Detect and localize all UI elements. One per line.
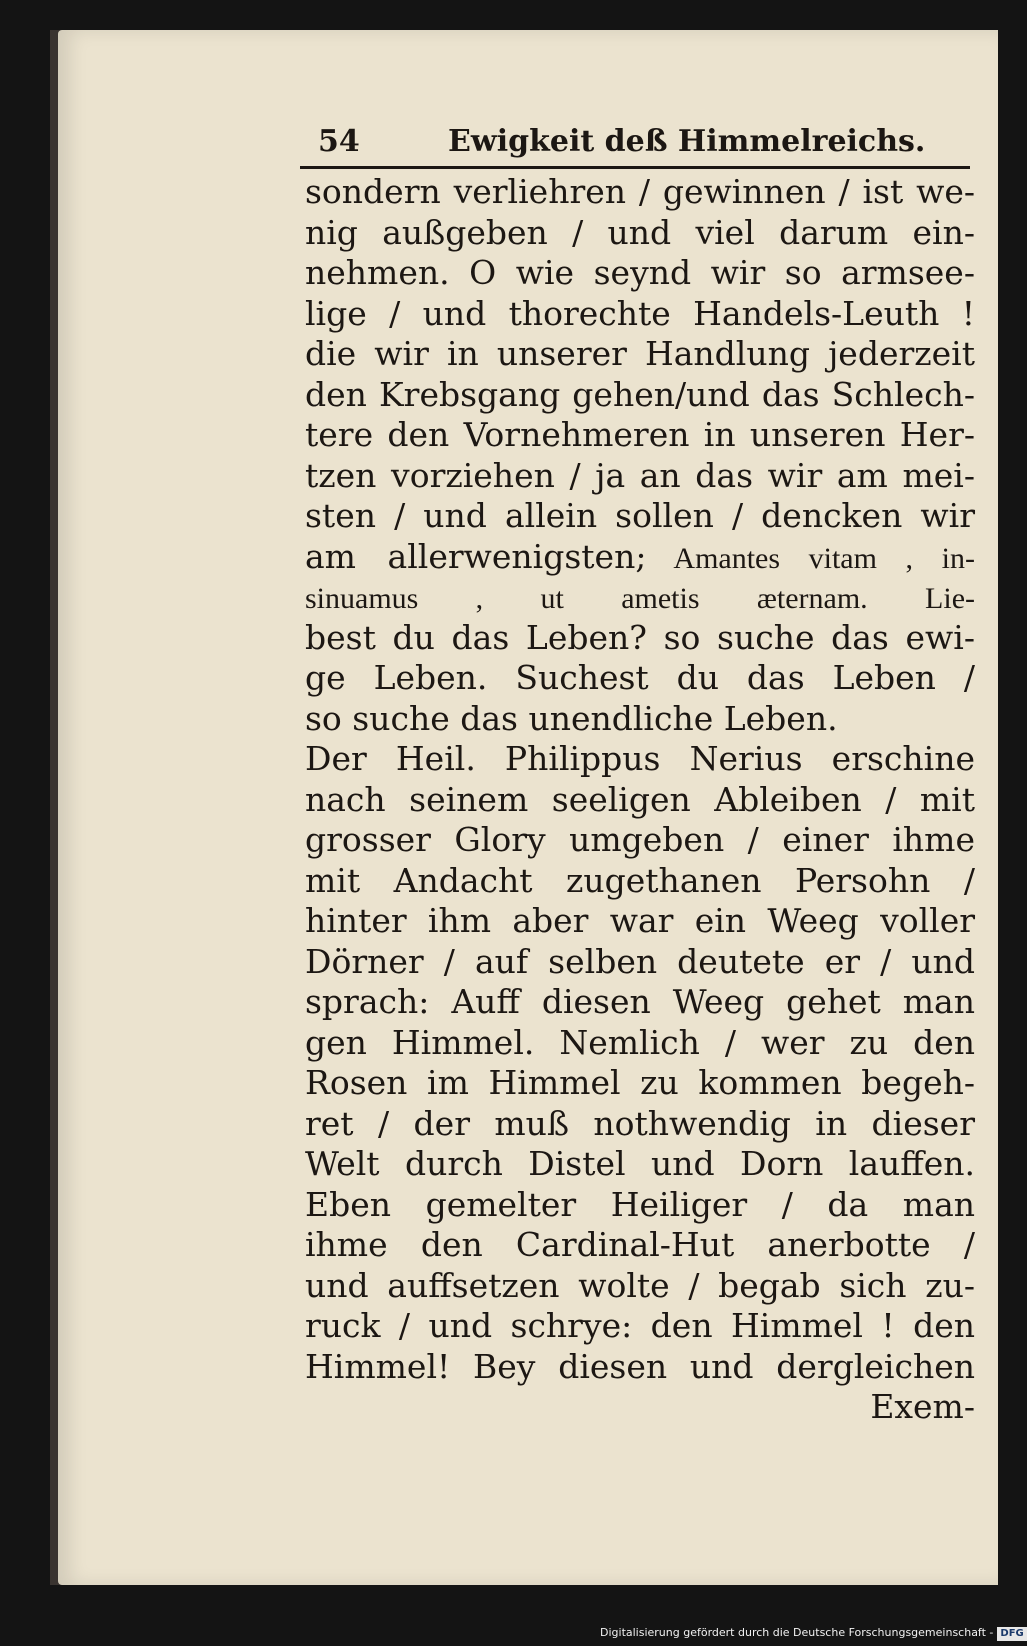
text-line: den Krebsgang gehen/und das Schlech- [305,374,975,414]
footer-text: Digitalisierung gefördert durch die Deutsche Forschungsgemeinschaft - [600,1626,994,1639]
text-line: ihme den Cardinal-Hut anerbotte / [305,1225,975,1264]
text-line: sprach: Auff diesen Weeg gehet man [305,982,975,1021]
text-fragment: am allerwenigsten; [305,536,647,576]
text-line: hinter ihm aber war ein Weeg voller [305,901,975,940]
text-line: grosser Glory umgeben / einer ihme [305,820,975,859]
text-line: ruck / und schrye: den Himmel ! den [305,1306,975,1345]
text-line: nig außgeben / und viel darum ein- [305,212,975,252]
text-line: sten / und allein sollen / dencken wir [305,496,975,535]
text-line: so suche das unendliche Leben. [305,698,838,738]
text-line: mit Andacht zugethanen Persohn / [305,860,975,900]
text-line: ret / der muß nothwendig in dieser [305,1103,975,1143]
text-line: tzen vorziehen / ja an das wir am mei- [305,455,975,495]
dfg-logo: DFG [997,1627,1026,1641]
running-title: Ewigkeit deß Himmelreichs. [448,124,926,159]
page-number: 54 [318,124,360,159]
body-text [305,172,975,1428]
running-header [318,120,968,166]
text-line-mixed [305,537,975,578]
text-line: Welt durch Distel und Dorn lauffen. [305,1144,975,1183]
text-line: Eben gemelter Heiliger / da man [305,1184,975,1224]
text-line-latin [305,577,975,618]
text-line: nach seinem seeligen Ableiben / mit [305,779,975,819]
header-rule [300,166,970,169]
latin-fragment: Amantes vitam , in- [646,541,975,575]
text-line: und auffsetzen wolte / begab sich zu- [305,1265,975,1305]
text-line: sondern verliehren / gewinnen / ist we- [305,172,975,211]
text-line: best du das Leben? so suche das ewi- [305,617,975,657]
text-line: tere den Vornehmeren in unseren Her- [305,415,975,454]
text-line: Der Heil. Philippus Nerius erschine [305,739,975,778]
text-line: die wir in unserer Handlung jederzeit [305,334,975,373]
text-line: gen Himmel. Nemlich / wer zu den [305,1022,975,1062]
catchword: Exem- [870,1387,975,1426]
footer-credit [600,1626,1024,1644]
text-line: Himmel! Bey diesen und dergleichen [305,1346,975,1386]
latin-fragment: sinuamus , ut ametis æternam. Lie- [305,582,975,615]
text-line: nehmen. O wie seynd wir so armsee- [305,253,975,292]
text-line: ge Leben. Suchest du das Leben / [305,658,975,697]
text-line: Dörner / auf selben deutete er / und [305,941,975,981]
text-line: Rosen im Himmel zu kommen begeh- [305,1063,975,1102]
text-line: lige / und thorechte Handels-Leuth ! [305,293,975,333]
